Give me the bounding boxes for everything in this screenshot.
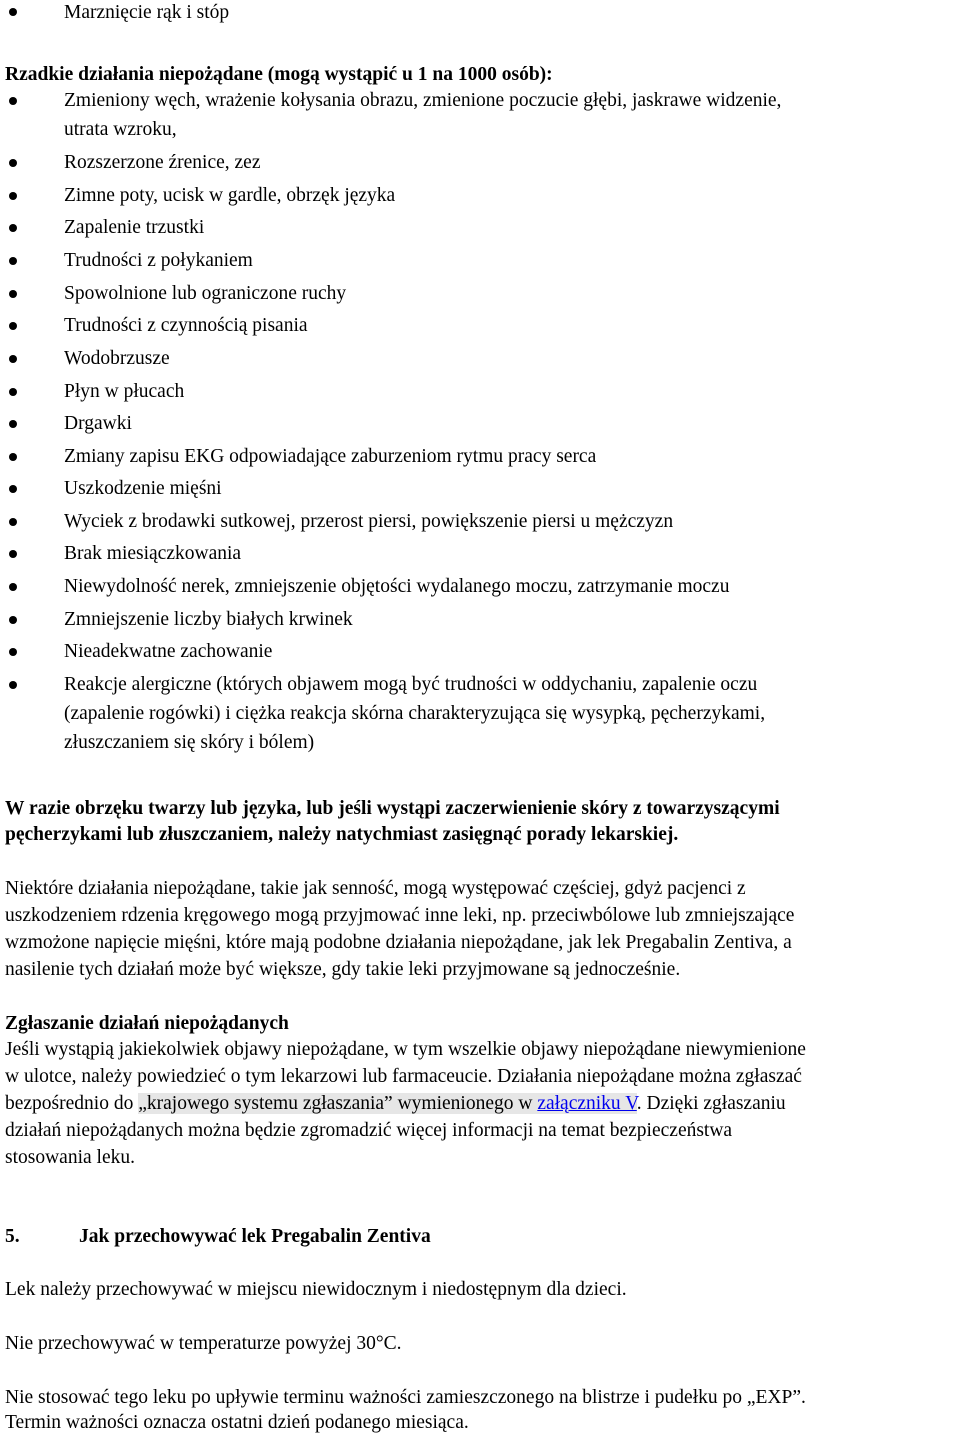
text-span: bezpośrednio do	[5, 1093, 139, 1114]
paragraph-line: wzmożone napięcie mięśni, które mają podobne działania niepożądane, jak lek Pregabalin Zentiva, a	[5, 932, 792, 953]
bullet-icon	[9, 388, 17, 396]
bullet-icon	[9, 224, 17, 232]
warning-line: pęcherzykami lub złuszczaniem, należy natychmiast zasięgnąć porady lekarskiej.	[5, 824, 679, 845]
list-item: Płyn w płucach	[64, 381, 185, 402]
list-item: Wyciek z brodawki sutkowej, przerost piersi, powiększenie piersi u mężczyzn	[64, 511, 674, 532]
bullet-icon	[9, 97, 17, 105]
bullet-icon	[9, 420, 17, 428]
bullet-icon	[9, 616, 17, 624]
paragraph-line: nasilenie tych działań może być większe, gdy takie leki przyjmowane są jednocześnie.	[5, 959, 681, 980]
bullet-icon	[9, 257, 17, 265]
list-item: Rozszerzone źrenice, zez	[64, 152, 261, 173]
paragraph-line: Lek należy przechowywać w miejscu niewidocznym i niedostępnym dla dzieci.	[5, 1279, 627, 1300]
paragraph-line	[5, 1091, 786, 1117]
rare-heading: Rzadkie działania niepożądane (mogą wystąpić u 1 na 1000 osób):	[5, 64, 553, 85]
bullet-icon	[9, 355, 17, 363]
bullet-icon	[9, 518, 17, 526]
bullet-icon	[9, 681, 17, 689]
list-item: Uszkodzenie mięśni	[64, 478, 222, 499]
bullet-icon	[9, 192, 17, 200]
warning-line: W razie obrzęku twarzy lub języka, lub jeśli wystąpi zaczerwienienie skóry z towarzyszącymi	[5, 798, 780, 819]
list-item: Zmieniony węch, wrażenie kołysania obrazu, zmienione poczucie głębi, jaskrawe widzenie,	[64, 90, 782, 111]
list-item: złuszczaniem się skóry i bólem)	[64, 732, 315, 753]
bullet-icon	[9, 8, 17, 16]
list-item: Reakcje alergiczne (których objawem mogą być trudności w oddychaniu, zapalenie oczu	[64, 674, 758, 695]
annex-v-link[interactable]: załączniku V	[537, 1093, 637, 1114]
section-title: Jak przechowywać lek Pregabalin Zentiva	[79, 1226, 431, 1247]
list-item: Drgawki	[64, 413, 132, 434]
bullet-icon	[9, 583, 17, 591]
list-item: Nieadekwatne zachowanie	[64, 641, 273, 662]
list-item: Marznięcie rąk i stóp	[64, 2, 230, 23]
list-item: Brak miesiączkowania	[64, 543, 242, 564]
paragraph-line: stosowania leku.	[5, 1147, 135, 1168]
paragraph-line: Nie stosować tego leku po upływie terminu ważności zamieszczonego na blistrze i pudełku po „EXP”.	[5, 1387, 806, 1408]
list-item: Zapalenie trzustki	[64, 217, 205, 238]
list-item: (zapalenie rogówki) i ciężka reakcja skórna charakteryzująca się wysypką, pęcherzykami,	[64, 703, 766, 724]
highlighted-text	[138, 1093, 637, 1114]
reporting-heading: Zgłaszanie działań niepożądanych	[5, 1013, 289, 1034]
list-item: Zmniejszenie liczby białych krwinek	[64, 609, 353, 630]
list-item: Zmiany zapisu EKG odpowiadające zaburzeniom rytmu pracy serca	[64, 446, 597, 467]
paragraph-line: Termin ważności oznacza ostatni dzień podanego miesiąca.	[5, 1412, 469, 1433]
bullet-icon	[9, 453, 17, 461]
bullet-icon	[9, 550, 17, 558]
list-item: Spowolnione lub ograniczone ruchy	[64, 283, 347, 304]
paragraph-line: Jeśli wystąpią jakiekolwiek objawy niepożądane, w tym wszelkie objawy niepożądane niewymienione	[5, 1039, 806, 1060]
bullet-icon	[9, 485, 17, 493]
list-item: Trudności z czynnością pisania	[64, 315, 308, 336]
text-span: „krajowego systemu zgłaszania” wymienionego w	[138, 1093, 538, 1114]
paragraph-line: Nie przechowywać w temperaturze powyżej 30°C.	[5, 1333, 402, 1354]
list-item: utrata wzroku,	[64, 119, 177, 140]
list-item: Niewydolność nerek, zmniejszenie objętości wydalanego moczu, zatrzymanie moczu	[64, 576, 730, 597]
list-item: Zimne poty, ucisk w gardle, obrzęk języka	[64, 185, 396, 206]
list-item: Wodobrzusze	[64, 348, 170, 369]
bullet-icon	[9, 159, 17, 167]
section-number: 5.	[5, 1226, 20, 1247]
paragraph-line: uszkodzeniem rdzenia kręgowego mogą przyjmować inne leki, np. przeciwbólowe lub zmniejszające	[5, 905, 795, 926]
list-item: Trudności z połykaniem	[64, 250, 253, 271]
bullet-icon	[9, 290, 17, 298]
text-span: . Dzięki zgłaszaniu	[636, 1093, 786, 1114]
paragraph-line: działań niepożądanych można będzie zgromadzić więcej informacji na temat bezpieczeństwa	[5, 1120, 733, 1141]
paragraph-line: Niektóre działania niepożądane, takie jak senność, mogą występować częściej, gdyż pacjenci z	[5, 878, 746, 899]
bullet-icon	[9, 322, 17, 330]
paragraph-line: w ulotce, należy powiedzieć o tym lekarzowi lub farmaceucie. Działania niepożądane można zgłaszać	[5, 1066, 802, 1087]
bullet-icon	[9, 648, 17, 656]
